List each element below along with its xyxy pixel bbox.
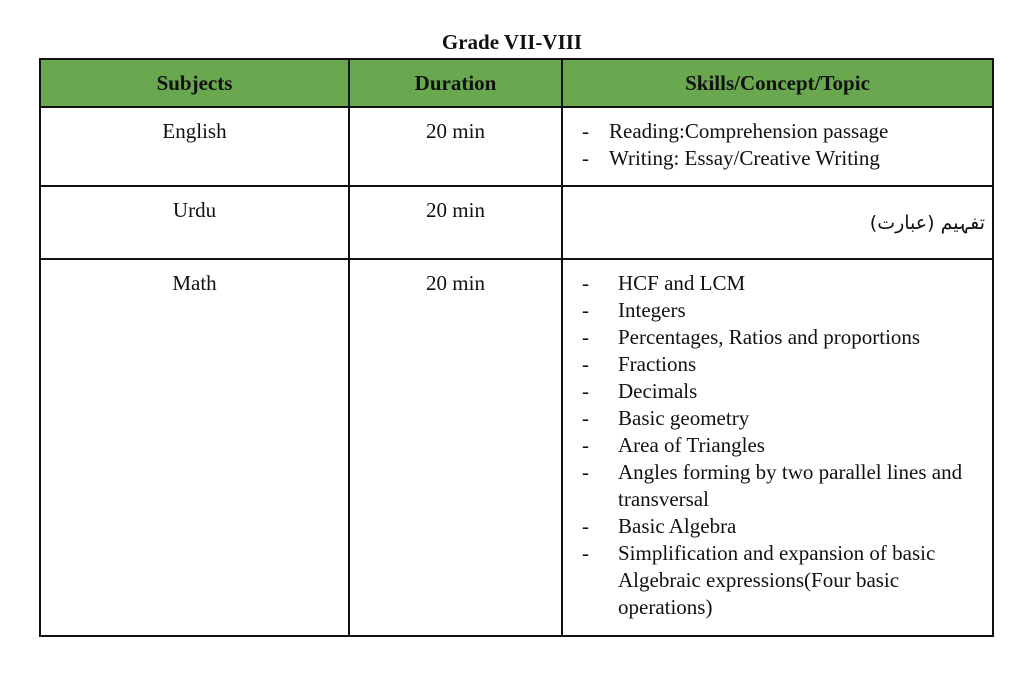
topic-item xyxy=(564,145,991,172)
subject-cell: Urdu xyxy=(40,186,349,259)
topic-item xyxy=(564,351,991,378)
topic-item xyxy=(564,513,991,540)
topic-item xyxy=(564,459,991,513)
bullet-dash: - xyxy=(582,146,589,170)
urdu-topic-text: تفہیم (عبارت) xyxy=(869,212,985,234)
bullet-dash: - xyxy=(582,298,589,322)
topics-cell xyxy=(562,186,993,259)
topic-item xyxy=(564,405,991,432)
duration-cell: 20 min xyxy=(349,186,562,259)
topic-item xyxy=(564,270,991,297)
table-header-row xyxy=(40,59,993,107)
bullet-dash: - xyxy=(582,352,589,376)
bullet-dash: - xyxy=(582,119,589,143)
bullet-dash: - xyxy=(582,406,589,430)
topic-list xyxy=(564,118,991,172)
topic-text: Percentages, Ratios and proportions xyxy=(618,325,921,349)
topic-text: Basic Algebra xyxy=(618,514,737,538)
table-row-english xyxy=(40,107,993,186)
topic-text: Basic geometry xyxy=(618,406,750,430)
topic-item xyxy=(564,297,991,324)
bullet-dash: - xyxy=(582,460,589,484)
topic-text: Simplification and expansion of basic Algebraic expressions(Four basic operations) xyxy=(618,541,936,619)
topic-item xyxy=(564,118,991,145)
bullet-dash: - xyxy=(582,325,589,349)
subject-cell: Math xyxy=(40,259,349,636)
header-topics: Skills/Concept/Topic xyxy=(562,59,993,107)
topic-list xyxy=(564,270,991,621)
topic-text: HCF and LCM xyxy=(618,271,746,295)
table-row-urdu xyxy=(40,186,993,259)
topic-text: Area of Triangles xyxy=(618,433,765,457)
syllabus-table xyxy=(39,58,994,637)
bullet-dash: - xyxy=(582,379,589,403)
duration-cell: 20 min xyxy=(349,259,562,636)
topic-item xyxy=(564,540,991,621)
topic-item xyxy=(564,432,991,459)
bullet-dash: - xyxy=(582,514,589,538)
duration-cell: 20 min xyxy=(349,107,562,186)
topic-text: Angles forming by two parallel lines and transversal xyxy=(618,460,963,511)
topics-cell xyxy=(562,107,993,186)
topic-item xyxy=(564,378,991,405)
bullet-dash: - xyxy=(582,271,589,295)
topic-text: Fractions xyxy=(618,352,697,376)
bullet-dash: - xyxy=(582,433,589,457)
topic-text: Integers xyxy=(618,298,686,322)
topic-text: Decimals xyxy=(618,379,698,403)
header-duration: Duration xyxy=(349,59,562,107)
table-row-math xyxy=(40,259,993,636)
topic-item xyxy=(564,324,991,351)
topic-text: Reading:Comprehension passage xyxy=(609,119,889,143)
topic-text: Writing: Essay/Creative Writing xyxy=(609,146,880,170)
subject-cell: English xyxy=(40,107,349,186)
page-title: Grade VII-VIII xyxy=(441,30,583,54)
topics-cell xyxy=(562,259,993,636)
header-subjects: Subjects xyxy=(40,59,349,107)
bullet-dash: - xyxy=(582,541,589,565)
